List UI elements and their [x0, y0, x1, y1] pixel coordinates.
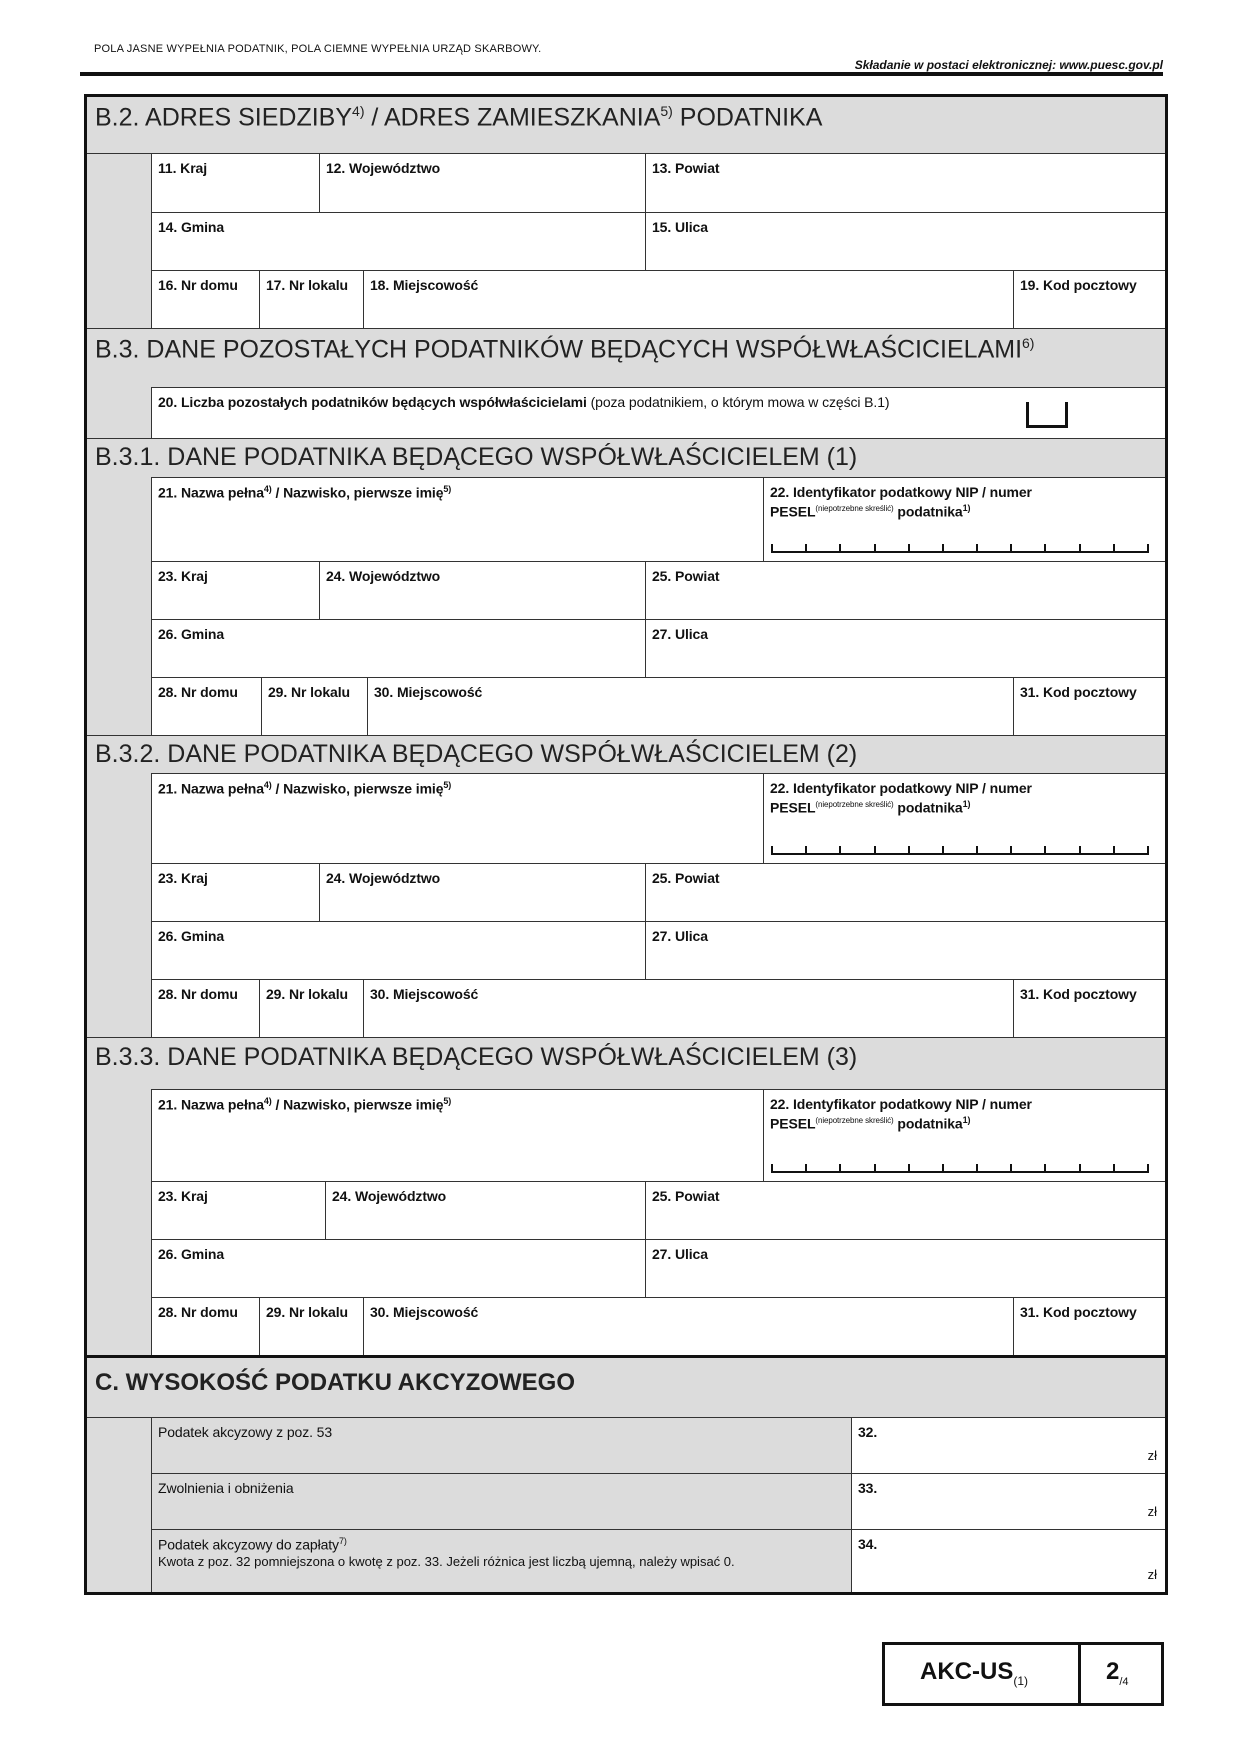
nip-digit-separator [805, 846, 807, 855]
nip-digit-separator [908, 544, 910, 553]
nip-digit-separator [1079, 544, 1081, 553]
divider [87, 328, 1165, 329]
field-21-label: 21. Nazwa pełna$^{4)}$ / Nazwisko, pierwsze imię$^{5)}$ [158, 484, 452, 501]
field-22-nip-owner-2[interactable] [763, 773, 1165, 863]
field-21-nazwa-owner-3[interactable] [151, 1089, 763, 1181]
field-14-gmina[interactable]: 14. Gmina [151, 212, 645, 270]
field-22-nip-owner-1[interactable] [763, 477, 1165, 561]
field-25-powiat-owner-2[interactable]: 25. Powiat [645, 863, 1165, 921]
row-podatek-do-zaplaty [151, 1529, 851, 1592]
nip-digit-separator [976, 1164, 978, 1173]
row-zwolnienia: Zwolnienia i obniżenia [151, 1473, 851, 1529]
field-21-nazwa-owner-2[interactable] [151, 773, 763, 863]
field-27-ulica-owner-3[interactable]: 27. Ulica [645, 1239, 1165, 1297]
field-19-kod-pocztowy[interactable]: 19. Kod pocztowy [1013, 270, 1165, 328]
field-23-kraj-owner-3[interactable]: 23. Kraj [151, 1181, 325, 1239]
nip-digit-separator [1010, 1164, 1012, 1173]
nip-digit-separator [839, 1164, 841, 1173]
field-33[interactable]: 33. zł [851, 1473, 1165, 1529]
form-code: AKC-$US_{(1)}$ [920, 1658, 1028, 1688]
nip-digit-boxes[interactable] [771, 543, 1149, 553]
nip-digit-separator [1079, 1164, 1081, 1173]
nip-digit-separator [805, 1164, 807, 1173]
nip-digit-separator [805, 544, 807, 553]
nip-digit-boxes[interactable] [771, 845, 1149, 855]
nip-digit-separator [976, 544, 978, 553]
field-26-gmina-owner-2[interactable]: 26. Gmina [151, 921, 645, 979]
nip-digit-separator [771, 846, 773, 855]
field-31-kod-pocztowy-owner-2[interactable]: 31. Kod pocztowy [1013, 979, 1165, 1037]
nip-digit-separator [1079, 846, 1081, 855]
section-c-title: C. WYSOKOŚĆ PODATKU AKCYZOWEGO [95, 1369, 575, 1396]
field-12-wojewodztwo[interactable]: 12. Województwo [319, 153, 645, 212]
field-22-label: 22. Identyfikator podatkowy NIP / numer $PESEL^{(niepotrzebne skreślić)}$ podatnika$^{1)}$ [770, 780, 1032, 816]
field-20-liczba-wspolwlascicieli[interactable] [151, 387, 1165, 438]
nip-digit-separator [1147, 846, 1149, 855]
nip-digit-separator [1044, 846, 1046, 855]
field-32[interactable]: 32. zł [851, 1417, 1165, 1473]
field-27-ulica-owner-1[interactable]: 27. Ulica [645, 619, 1165, 677]
nip-digit-separator [1010, 544, 1012, 553]
nip-digit-separator [1010, 846, 1012, 855]
field-25-powiat-owner-3[interactable]: 25. Powiat [645, 1181, 1165, 1239]
nip-digit-separator [874, 846, 876, 855]
section-b31-title: B.3.1. DANE PODATNIKA BĘDĄCEGO WSPÓŁWŁAŚCICIELEM (1) [95, 443, 858, 471]
field-29-nr-lokalu-owner-2[interactable]: 29. Nr lokalu [259, 979, 363, 1037]
nip-digit-separator [942, 846, 944, 855]
field-30-miejscowosc-owner-1[interactable]: 30. Miejscowość [367, 677, 1013, 735]
field-28-nr-domu-owner-1[interactable]: 28. Nr domu [151, 677, 261, 735]
row-podatek-akcyzowy: Podatek akcyzowy z poz. 53 [151, 1417, 851, 1473]
nip-digit-separator [1147, 544, 1149, 553]
field-31-kod-pocztowy-owner-3[interactable]: 31. Kod pocztowy [1013, 1297, 1165, 1355]
form-code-divider [1078, 1642, 1081, 1706]
field-18-miejscowosc[interactable]: 18. Miejscowość [363, 270, 1013, 328]
nip-digit-separator [942, 1164, 944, 1173]
field-28-nr-domu-owner-2[interactable]: 28. Nr domu [151, 979, 259, 1037]
nip-digit-separator [771, 544, 773, 553]
nip-digit-separator [771, 1164, 773, 1173]
field-21-nazwa-owner-1[interactable] [151, 477, 763, 561]
section-b2-title: B.2. ADRES SIEDZIBY$^{4)}$ / ADRES ZAMIESZKANIA$^{5)}$ PODATNIKA [95, 103, 823, 132]
field-13-powiat[interactable]: 13. Powiat [645, 153, 1165, 212]
fill-notice: POLA JASNE WYPEŁNIA PODATNIK, POLA CIEMNE WYPEŁNIA URZĄD SKARBOWY. [94, 43, 542, 55]
section-c-divider [87, 1355, 1165, 1358]
field-22-label: 22. Identyfikator podatkowy NIP / numer $PESEL^{(niepotrzebne skreślić)}$ podatnika$^{1)}$ [770, 484, 1032, 520]
form-frame [84, 94, 1168, 1595]
field-11-kraj[interactable]: 11. Kraj [151, 153, 319, 212]
row-podatek-do-zaplaty-note: Kwota z poz. 32 pomniejszona o kwotę z poz. 33. Jeżeli różnica jest liczbą ujemną, należy wpisać 0. [158, 1554, 735, 1569]
field-20-label: 20. Liczba pozostałych podatników będących współwłaścicielami (poza podatnikiem, o którym mowa w części B.1) [158, 394, 890, 410]
field-22-nip-owner-3[interactable] [763, 1089, 1165, 1181]
nip-digit-separator [908, 846, 910, 855]
nip-digit-separator [1044, 1164, 1046, 1173]
nip-digit-separator [1113, 544, 1115, 553]
field-21-label: 21. Nazwa pełna$^{4)}$ / Nazwisko, pierwsze imię$^{5)}$ [158, 1096, 452, 1113]
section-b32-title: B.3.2. DANE PODATNIKA BĘDĄCEGO WSPÓŁWŁAŚCICIELEM (2) [95, 740, 858, 768]
field-15-ulica[interactable]: 15. Ulica [645, 212, 1165, 270]
nip-digit-separator [874, 1164, 876, 1173]
field-26-gmina-owner-3[interactable]: 26. Gmina [151, 1239, 645, 1297]
nip-digit-separator [1044, 544, 1046, 553]
field-23-kraj-owner-2[interactable]: 23. Kraj [151, 863, 319, 921]
field-27-ulica-owner-2[interactable]: 27. Ulica [645, 921, 1165, 979]
field-29-nr-lokalu-owner-1[interactable]: 29. Nr lokalu [261, 677, 367, 735]
nip-digit-separator [839, 544, 841, 553]
field-16-nr-domu[interactable]: 16. Nr domu [151, 270, 259, 328]
nip-digit-separator [908, 1164, 910, 1173]
field-22-label: 22. Identyfikator podatkowy NIP / numer $PESEL^{(niepotrzebne skreślić)}$ podatnika$^{1)}$ [770, 1096, 1032, 1132]
field-31-kod-pocztowy-owner-1[interactable]: 31. Kod pocztowy [1013, 677, 1165, 735]
nip-digit-separator [942, 544, 944, 553]
divider [87, 1037, 1165, 1038]
nip-digit-separator [839, 846, 841, 855]
field-34[interactable]: 34. zł [851, 1529, 1165, 1592]
nip-digit-separator [1147, 1164, 1149, 1173]
field-24-wojewodztwo-owner-1[interactable]: 24. Województwo [319, 561, 645, 619]
field-24-wojewodztwo-owner-3[interactable]: 24. Województwo [325, 1181, 645, 1239]
field-24-wojewodztwo-owner-2[interactable]: 24. Województwo [319, 863, 645, 921]
nip-digit-separator [976, 846, 978, 855]
header-divider [80, 72, 1163, 76]
field-17-nr-lokalu[interactable]: 17. Nr lokalu [259, 270, 363, 328]
divider [87, 735, 1165, 736]
field-30-miejscowosc-owner-2[interactable]: 30. Miejscowość [363, 979, 1013, 1037]
efile-notice: Składanie w postaci elektronicznej: www.puesc.gov.pl [854, 58, 1163, 72]
page-number: $2_{/4}$ [1106, 1658, 1129, 1688]
field-30-miejscowosc-owner-3[interactable]: 30. Miejscowość [363, 1297, 1013, 1355]
field-21-label: 21. Nazwa pełna$^{4)}$ / Nazwisko, pierwsze imię$^{5)}$ [158, 780, 452, 797]
field-28-nr-domu-owner-3[interactable]: 28. Nr domu [151, 1297, 259, 1355]
field-23-kraj-owner-1[interactable]: 23. Kraj [151, 561, 319, 619]
nip-digit-boxes[interactable] [771, 1163, 1149, 1173]
row-podatek-do-zaplaty-label: Podatek akcyzowy do zapłaty$^{7)}$ [158, 1536, 347, 1553]
field-25-powiat-owner-1[interactable]: 25. Powiat [645, 561, 1165, 619]
nip-digit-separator [874, 544, 876, 553]
divider [87, 438, 1165, 439]
field-26-gmina-owner-1[interactable]: 26. Gmina [151, 619, 645, 677]
nip-digit-separator [1113, 1164, 1115, 1173]
count-input-box[interactable] [1026, 402, 1068, 428]
field-29-nr-lokalu-owner-3[interactable]: 29. Nr lokalu [259, 1297, 363, 1355]
nip-digit-separator [1113, 846, 1115, 855]
section-b33-title: B.3.3. DANE PODATNIKA BĘDĄCEGO WSPÓŁWŁAŚCICIELEM (3) [95, 1043, 858, 1071]
section-b3-title: B.3. DANE POZOSTAŁYCH PODATNIKÓW BĘDĄCYCH WSPÓŁWŁAŚCICIELAMI$^{6)}$ [95, 335, 1035, 364]
